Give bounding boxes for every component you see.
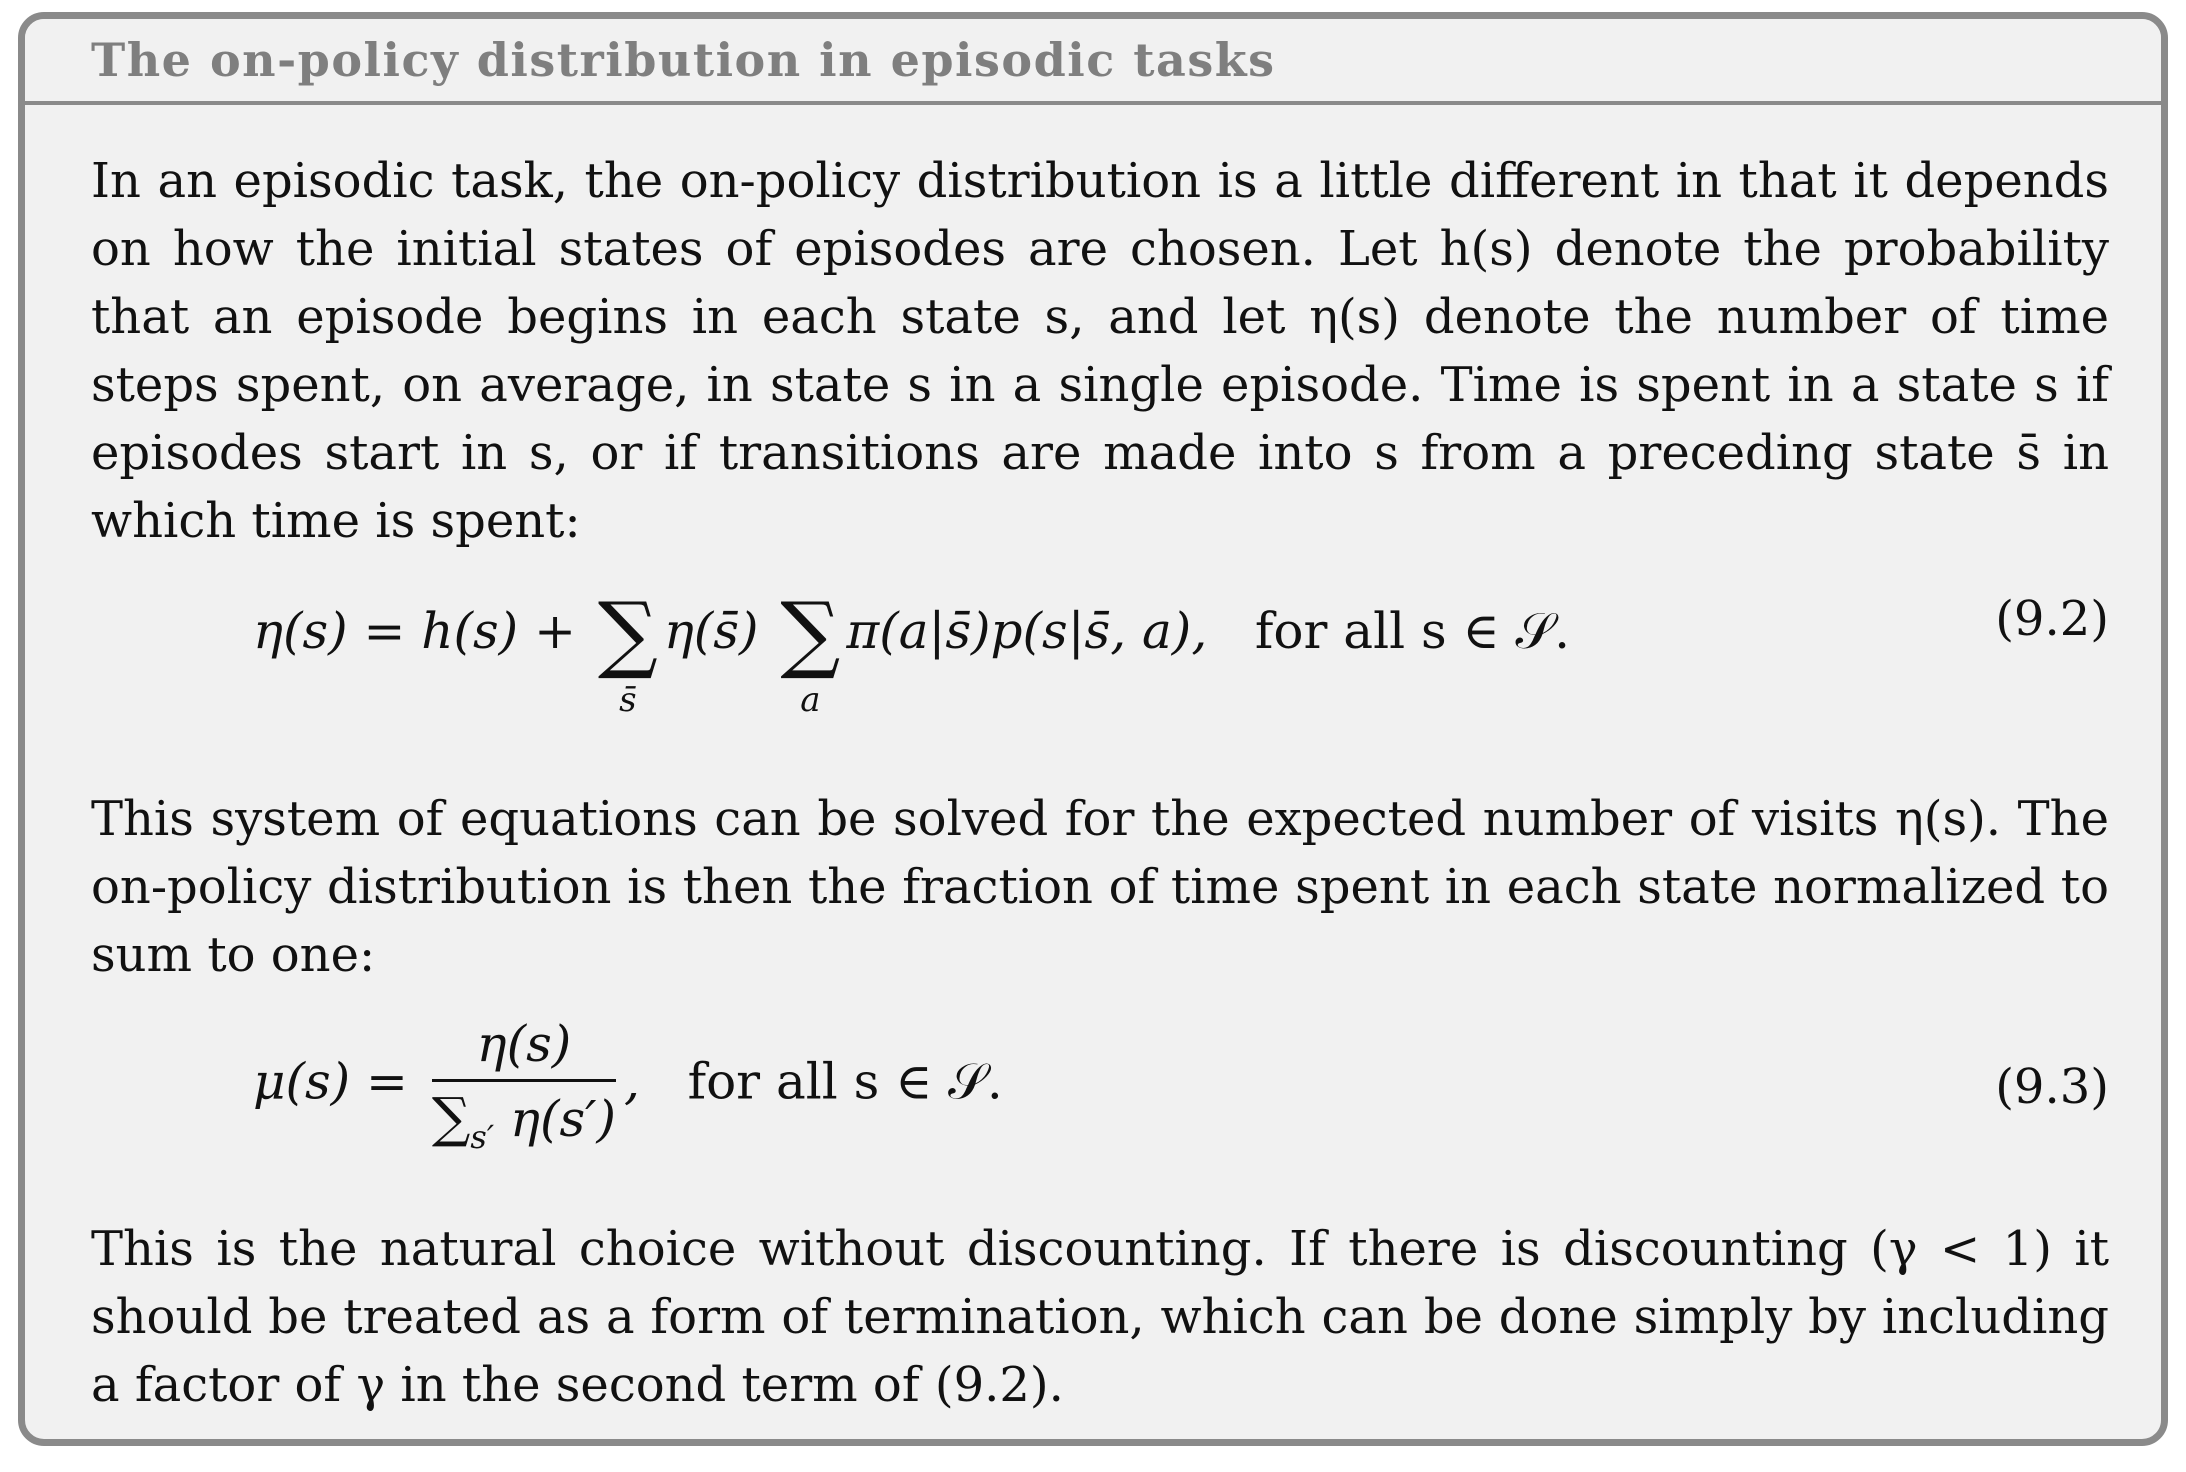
paragraph-discounting — [91, 1215, 2109, 1419]
box-content — [91, 147, 2109, 1419]
eq1-sum-over-a: ∑ a — [780, 584, 841, 720]
paragraph-solution-text: This system of equations can be solved for the expected number of visits η(s). The on-policy distribution is then the fraction of time spent in each state normalized to sum to one: — [91, 791, 2109, 983]
eq1-lhs: η(s) = h(s) + — [253, 602, 592, 660]
eq2-fraction — [432, 1015, 616, 1156]
equation-9-3: μ(s) = $\frac{\eta(s)}{\sum_{s'} \eta(s')}$ , for all s ∈ 𝒮. (9.3) — [253, 1015, 2109, 1156]
eq2-lhs: μ(s) = — [253, 1052, 424, 1111]
paragraph-intro — [91, 147, 2109, 555]
eq1-middle: η(s̄) — [663, 602, 775, 660]
eq2-sum-subscript: s′ — [470, 1118, 495, 1156]
eq1-condition: for all s ∈ 𝒮. — [1254, 602, 1571, 660]
eq2-denominator — [432, 1082, 616, 1156]
eq1-sum-over-sbar: ∑ s̄ — [597, 584, 658, 720]
eq1-sum2-subscript: a — [800, 680, 821, 720]
eq2-condition: for all s ∈ 𝒮. — [687, 1052, 1003, 1111]
paragraph-solution — [91, 785, 2109, 1005]
eq1-rhs: π(a|s̄)p(s|s̄, a), — [846, 602, 1208, 660]
eq1-number: (9.2) — [1995, 591, 2109, 647]
box-title: The on-policy distribution in episodic tasks — [25, 19, 2161, 105]
eq2-denominator-term: η(s′) — [510, 1090, 616, 1148]
paragraph-discounting-text: This is the natural choice without discounting. If there is discounting (γ < 1) it should be treated as a form of termination, which can be done simply by including a factor of γ in the second term of (9.2). — [91, 1221, 2109, 1413]
eq1-sum1-subscript: s̄ — [619, 680, 637, 720]
eq2-numerator: η(s) — [432, 1015, 616, 1082]
definition-box — [18, 12, 2168, 1446]
equation-9-2 — [91, 555, 2109, 785]
paragraph-intro-text: In an episodic task, the on-policy distribution is a little different in that it depends on how the initial states of episodes are chosen. Let h(s) denote the probability that an episode begins in each state s, and let η(s) denote the number of time steps spent, on average, in state s in a single episode. Time is spent in a state s if episodes start in s, or if transitions are made into s from a preceding state s̄ in which time is spent: — [91, 153, 2109, 549]
eq2-number: (9.3) — [1995, 1059, 2109, 1115]
eq2-sum-symbol: ∑ — [431, 1086, 471, 1149]
